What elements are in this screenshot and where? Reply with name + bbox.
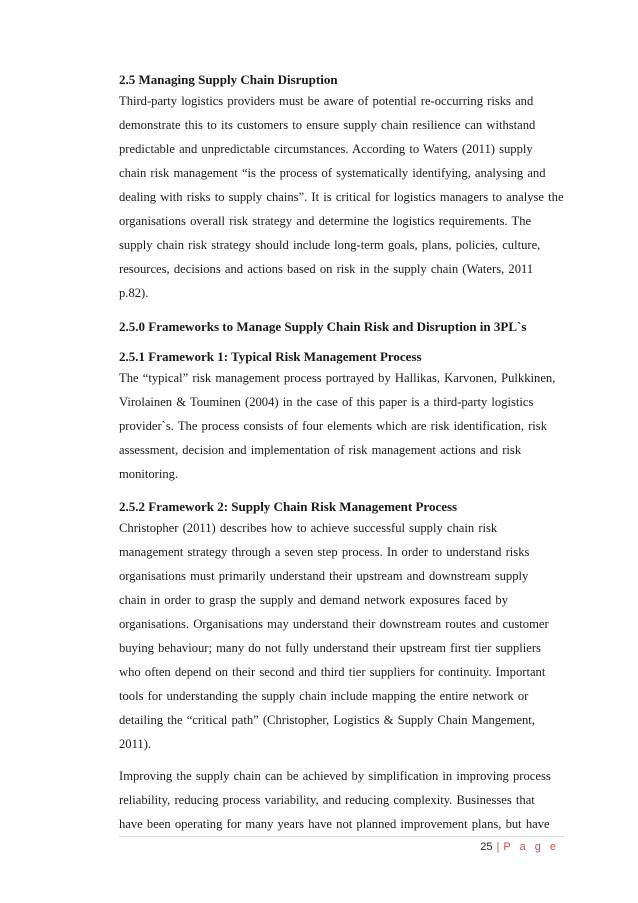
section-heading-2-5: 2.5 Managing Supply Chain Disruption <box>119 72 338 87</box>
text-line: Christopher (2011) describes how to achieve successful supply chain risk <box>119 521 498 535</box>
page-label: P a g e <box>503 841 559 853</box>
text-line: assessment, decision and implementation of risk management actions and risk <box>119 443 522 457</box>
text-line: p.82). <box>119 286 149 300</box>
text-line: Third-party logistics providers must be aware of potential re-occurring risks and <box>119 94 534 108</box>
text-line: buying behaviour; many do not fully understand their upstream first tier suppliers <box>119 641 541 655</box>
paragraph-2-5-2 <box>119 516 564 756</box>
text-line: detailing the “critical path” (Christopher, Logistics & Supply Chain Mangement, <box>119 713 535 727</box>
text-line: The “typical” risk management process portrayed by Hallikas, Karvonen, Pulkkinen, <box>119 371 556 385</box>
text-line: have been operating for many years have not planned improvement plans, but have <box>119 817 550 831</box>
section-heading-2-5-1: 2.5.1 Framework 1: Typical Risk Management Process <box>119 349 422 364</box>
text-line: chain in order to grasp the supply and demand network exposures faced by <box>119 593 509 607</box>
text-line: monitoring. <box>119 467 179 481</box>
text-line: organisations. Organisations may understand their downstream routes and customer <box>119 617 549 631</box>
paragraph-closing <box>119 764 564 836</box>
footer-divider <box>119 836 564 837</box>
text-line: 2011). <box>119 737 152 751</box>
text-line: dealing with risks to supply chains”. It is critical for logistics managers to analyse the <box>119 190 564 204</box>
text-line: management strategy through a seven step process. In order to understand risks <box>119 545 530 559</box>
paragraph-2-5-1 <box>119 366 564 486</box>
paragraph-2-5 <box>119 89 564 305</box>
text-line: demonstrate this to its customers to ensure supply chain resilience can withstand <box>119 118 536 132</box>
section-heading-2-5-2: 2.5.2 Framework 2: Supply Chain Risk Management Process <box>119 499 458 514</box>
page-footer <box>480 841 559 853</box>
text-line: organisations must primarily understand their upstream and downstream supply <box>119 569 529 583</box>
text-line: predictable and unpredictable circumstances. According to Waters (2011) supply <box>119 142 533 156</box>
text-line: who often depend on their second and third tier suppliers for continuity. Important <box>119 665 546 679</box>
text-line: Improving the supply chain can be achieved by simplification in improving process <box>119 769 551 783</box>
text-line: provider`s. The process consists of four elements which are risk identification, risk <box>119 419 548 433</box>
text-line: tools for understanding the supply chain include mapping the entire network or <box>119 689 529 703</box>
text-line: Virolainen & Touminen (2004) in the case of this paper is a third-party logistics <box>119 395 534 409</box>
footer-separator: | <box>496 841 500 853</box>
text-line: resources, decisions and actions based on risk in the supply chain (Waters, 2011 <box>119 262 534 276</box>
page-number: 25 <box>480 841 493 853</box>
section-heading-2-5-0: 2.5.0 Frameworks to Manage Supply Chain Risk and Disruption in 3PL`s <box>119 319 527 334</box>
text-line: chain risk management “is the process of systematically identifying, analysing and <box>119 166 546 180</box>
text-line: reliability, reducing process variability, and reducing complexity. Businesses that <box>119 793 535 807</box>
text-line: organisations overall risk strategy and determine the logistics requirements. The <box>119 214 532 228</box>
page-content <box>119 71 564 836</box>
text-line: supply chain risk strategy should include long-term goals, plans, policies, culture, <box>119 238 541 252</box>
